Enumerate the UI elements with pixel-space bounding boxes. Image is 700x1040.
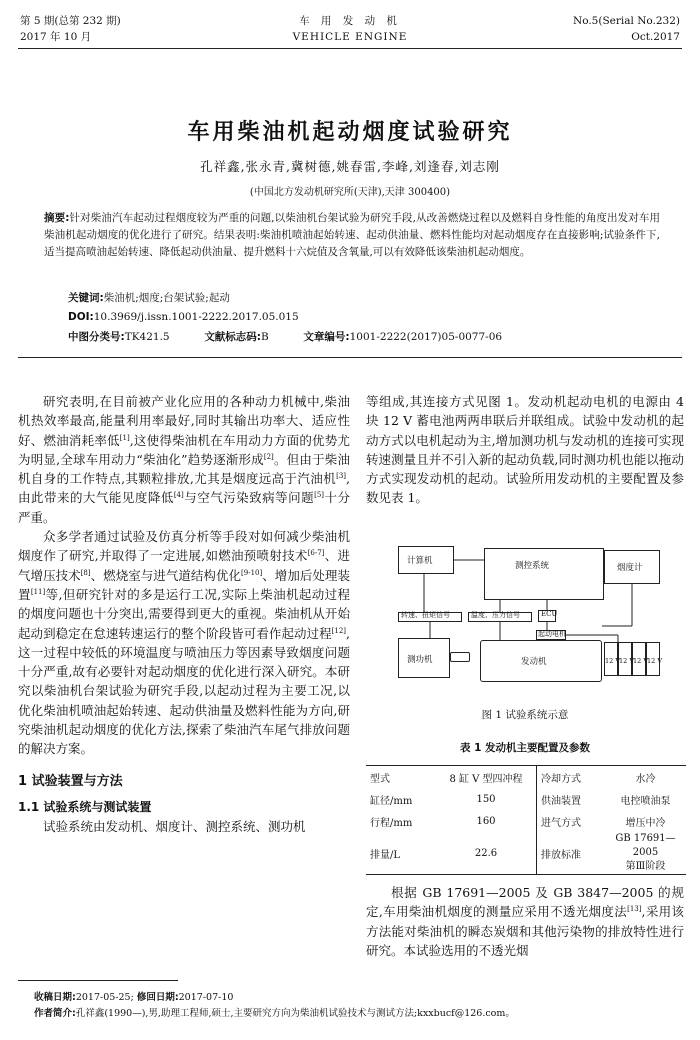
article-number: 1001-2222(2017)05-0077-06 xyxy=(349,331,503,343)
keywords xyxy=(68,290,230,307)
computer-box: 计算机 xyxy=(398,546,454,574)
citation[interactable]: [6-7] xyxy=(307,549,325,558)
abstract-label: 摘要: xyxy=(44,212,70,224)
issue-date-en: Oct.2017 xyxy=(631,31,680,43)
footnote-author: 作者简介:孔祥鑫(1990—),男,助理工程师,硕士,主要研究方向为柴油机试验技术与测试方法;kxxbucf@126.com。 xyxy=(34,1008,515,1019)
figure-1 xyxy=(394,540,664,692)
keywords-label: 关键词: xyxy=(68,292,104,304)
battery: 12 V xyxy=(604,642,618,676)
battery: 12 V xyxy=(618,642,632,676)
footnote-rule xyxy=(18,980,178,981)
dynamometer-box: 测功机 xyxy=(398,638,450,678)
journal-name-cn: 车 用 发 动 机 xyxy=(299,15,401,27)
citation[interactable]: [13] xyxy=(627,905,642,914)
table-row: 型式 8 缸 V 型四冲程 冷却方式 水冷 xyxy=(366,766,686,789)
body-paragraph-1: 研究表明,在目前被产业化应用的各种动力机械中,柴油机热效率最高,能量利用率最好,同时其输出功率大、适应性好、燃油消耗率低[1],这使得柴油机在车用动力方面的优势尤为明显,全球车用动力“柴油化”趋势逐渐形成[2]。但由于柴油机自身的工作特点,其颗粒排放,尤其是烟度远高于汽油机[3],由此带来的大气能见度降低[4]与空气污染致病等问题[5]十分严重。 xyxy=(18,394,350,525)
abstract-text: 针对柴油汽车起动过程烟度较为严重的问题,以柴油机台架试验为研究手段,从改善燃烧过程以及燃料自身性能的角度出发对车用柴油机起动烟度的优化进行了研究。结果表明:柴油机喷油起始转速、起动供油量、燃料性能均对起动烟度存在直接影响;试验条件下,适当提高喷油起始转速、降低起动供油量、提升燃料十六烷值及含氧量,可以有效降低该柴油机起动烟度。 xyxy=(44,212,660,258)
article-number-label: 文章编号: xyxy=(303,331,350,343)
section-heading-1-1: 1.1 试验系统与测试装置 xyxy=(18,799,152,814)
clc-code: TK421.5 xyxy=(124,331,170,343)
issue-number-en: No.5(Serial No.232) xyxy=(573,15,680,27)
doi-label: DOI: xyxy=(68,311,94,323)
figure-connectors xyxy=(394,540,664,692)
citation[interactable]: [12] xyxy=(331,626,347,635)
body-paragraph-5: 根据 GB 17691—2005 及 GB 3847—2005 的规定,车用柴油机烟度的测量应采用不透光烟度法[13],采用该方法能对柴油机的瞬态炭烟和其他污染物的排放特性进行研究。本试验选用的不透光烟 xyxy=(366,885,684,958)
table-1 xyxy=(366,765,686,875)
doi-text: 10.3969/j.issn.1001-2222.2017.05.015 xyxy=(93,311,299,323)
engine-box: 发动机 xyxy=(480,640,602,682)
abstract xyxy=(44,210,660,261)
author-list: 孔祥鑫,张永青,冀树德,姚春雷,李峰,刘逢春,刘志刚 xyxy=(200,159,500,174)
temp-signal-box: 温度、压力信号 xyxy=(468,612,532,622)
citation[interactable]: [3] xyxy=(336,472,347,481)
table-row: 排量/L 22.6 排放标准 GB 17691—2005 第Ⅲ阶段 xyxy=(366,832,686,875)
body-paragraph-4: 等组成,其连接方式见图 1。发动机起动电机的电源由 4 块 12 V 蓄电池两两串联后并联组成。试验中发动机的起动方式以电机起动为主,增加测功机与发动机的连接可实现转速测量且并不引入新的起动负载,同时测功机也能以拖动方式实现发动机的起动。试验所用发动机的主要配置及参数见表 1。 xyxy=(366,394,684,506)
abstract-rule xyxy=(18,357,682,358)
citation[interactable]: [9-10] xyxy=(241,568,263,577)
doi xyxy=(68,309,299,326)
citation[interactable]: [5] xyxy=(314,491,325,500)
citation[interactable]: [8] xyxy=(80,568,91,577)
citation[interactable]: [1] xyxy=(119,433,130,442)
smoke-meter-box: 烟度计 xyxy=(604,550,660,584)
header-rule xyxy=(18,48,682,49)
footnote-dates: 收稿日期:2017-05-25; 修回日期:2017-07-10 xyxy=(34,992,234,1003)
right-column-bottom xyxy=(366,883,684,960)
section-heading-1: 1 试验装置与方法 xyxy=(18,773,123,789)
journal-name-en: VEHICLE ENGINE xyxy=(292,31,408,43)
starter-box: 起动电机 xyxy=(538,630,566,638)
doc-code: B xyxy=(261,331,269,343)
body-paragraph-3: 试验系统由发动机、烟度计、测控系统、测功机 xyxy=(43,818,306,834)
doc-code-label: 文献标志码: xyxy=(204,331,262,343)
table-row: 行程/mm 160 进气方式 增压中冷 xyxy=(366,810,686,832)
citation[interactable]: [4] xyxy=(173,491,184,500)
table-row: 缸径/mm 150 供油装置 电控喷油泵 xyxy=(366,788,686,810)
affiliation: (中国北方发动机研究所(天津),天津 300400) xyxy=(249,187,451,198)
figure-1-caption: 图 1 试验系统示意 xyxy=(481,709,569,721)
ecu-box: ECU xyxy=(538,610,556,622)
control-system-box: 测控系统 xyxy=(484,548,604,600)
battery: 12 V xyxy=(632,642,646,676)
classification-line xyxy=(68,329,502,346)
table-1-caption: 表 1 发动机主要配置及参数 xyxy=(459,742,591,754)
issue-date: 2017 年 10 月 xyxy=(20,31,92,43)
speed-signal-box: 转速、扭矩信号 xyxy=(398,612,462,622)
keywords-text: 柴油机;烟度;台架试验;起动 xyxy=(103,292,230,304)
issue-number: 第 5 期(总第 232 期) xyxy=(20,15,121,27)
left-column xyxy=(18,392,350,836)
footnote xyxy=(34,990,684,1022)
body-paragraph-2: 众多学者通过试验及仿真分析等手段对如何减少柴油机烟度作了研究,并取得了一定进展,如燃油预喷射技术[6-7]、进气增压技术[8]、燃烧室与进气道结构优化[9-10]、增加后处理装置[11]等,但研究针对的多是运行工况,实际上柴油机起动过程的烟度问题也十分突出,需要得到更大的重视。柴油机从开始起动到稳定在怠速转速运行的整个阶段皆可看作起动过程[12],这一过程中较低的环境温度与喷油压力等因素导致烟度问题十分严重,故有必要针对起动烟度的优化进行深入研究。本研究以柴油机台架试验为研究手段,以起动过程为主要工况,以优化柴油机喷油起始转速、起动供油量及燃料性能为方向,研究柴油机起动烟度的优化方法,探索了柴油汽车尾气排放问题的解决方案。 xyxy=(18,529,350,757)
paper-title: 车用柴油机起动烟度试验研究 xyxy=(187,120,513,145)
citation[interactable]: [11] xyxy=(30,587,46,596)
citation[interactable]: [2] xyxy=(263,452,274,461)
battery: 12 V xyxy=(646,642,660,676)
clc-label: 中图分类号: xyxy=(68,331,125,343)
right-column-top xyxy=(366,392,684,508)
